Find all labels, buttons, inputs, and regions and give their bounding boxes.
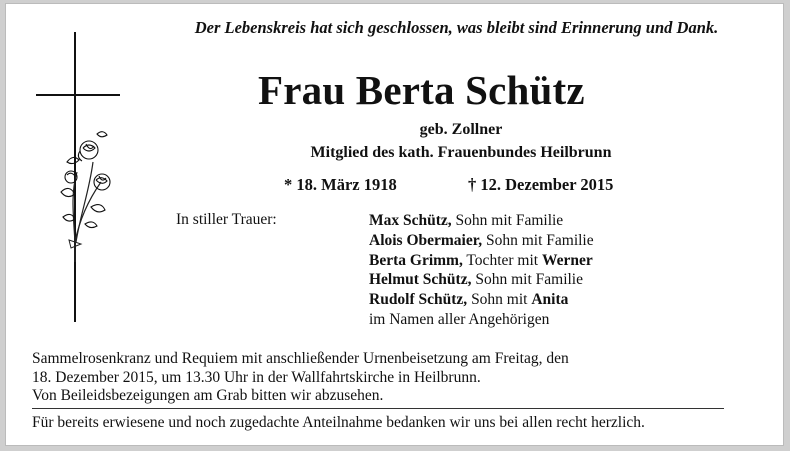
mourner-name: Max Schütz, — [369, 212, 452, 229]
mourners-closing: im Namen aller Angehörigen — [369, 310, 550, 328]
mourner-row — [369, 290, 594, 310]
mourner-row — [369, 211, 594, 231]
mourner-name: Berta Grimm, — [369, 251, 463, 269]
death-date: † 12. Dezember 2015 — [468, 175, 614, 194]
mourner-partner: Werner — [541, 251, 593, 269]
motto — [6, 18, 783, 38]
notice-line: 18. Dezember 2015, um 13.30 Uhr in der Wallfahrtskirche in Heilbrunn. — [32, 368, 481, 386]
divider — [32, 408, 724, 409]
mourner-relation: Sohn mit Familie — [471, 271, 583, 289]
mourner-row — [369, 251, 594, 271]
notice-line: Sammelrosenkranz und Requiem mit anschließender Urnenbeisetzung am Freitag, den — [32, 350, 569, 367]
membership: Mitglied des kath. Frauenbundes Heilbrunn — [310, 144, 612, 161]
cross-with-roses-icon — [31, 32, 131, 332]
mourners-list — [369, 211, 594, 330]
mourning-label: In stiller Trauer: — [176, 211, 277, 228]
mourner-row — [369, 270, 594, 290]
mourner-relation: Tochter mit — [462, 251, 542, 269]
motto-text: Der Lebenskreis hat sich geschlossen, was bleibt sind Erinnerung und Dank. — [194, 18, 719, 37]
mourner-relation: Sohn mit Familie — [451, 212, 564, 229]
mourner-partner: Anita — [531, 291, 569, 309]
obituary-card — [5, 3, 784, 446]
mourner-relation: Sohn mit Familie — [482, 231, 594, 249]
mourner-row — [369, 231, 594, 251]
notice-line: Von Beileidsbezeigungen am Grab bitten wir abzusehen. — [32, 387, 384, 404]
maiden-name: geb. Zollner — [419, 121, 503, 138]
mourner-relation: Sohn mit — [467, 291, 532, 309]
funeral-notice — [32, 350, 569, 406]
deceased-name: Frau Berta Schütz — [258, 67, 585, 113]
thanks-text: Für bereits erwiesene und noch zugedachte Anteilnahme bedanken wir uns bei allen recht herzlich. — [32, 414, 645, 431]
birth-date: * 18. März 1918 — [284, 175, 397, 194]
mourner-name: Alois Obermaier, — [369, 231, 483, 249]
mourner-name: Helmut Schütz, — [369, 271, 472, 289]
mourner-name: Rudolf Schütz, — [369, 291, 468, 309]
